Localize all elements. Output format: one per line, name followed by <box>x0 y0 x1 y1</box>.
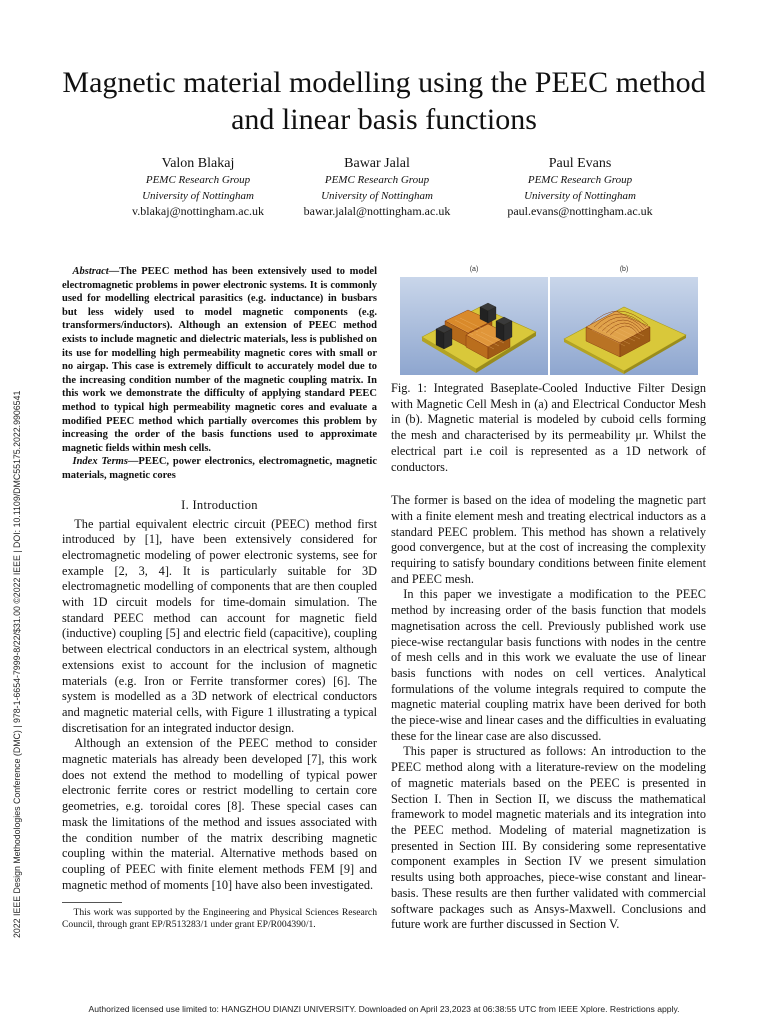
index-terms <box>62 455 377 482</box>
abstract-label: Abstract <box>72 266 109 277</box>
index-terms-label: Index Terms <box>72 456 128 468</box>
body-paragraph: In this paper we investigate a modification to the PEEC method by increasing order of the basis function that models magnetisation across the cell. Previously published work use piece-wise rectangular basis functions with nodes in the centre of mesh cells and in this work we evaluate the use of linear basis functions with nodes on cell vertices. Analytical formulations of the volume integrals required to compute the magnetic material coupling matrix have been derived for both the piece-wise and linear cases and the difficulties in evaluating these for the linear case are also discussed. <box>391 587 706 743</box>
figure-1 <box>391 265 706 375</box>
body-paragraph: This paper is structured as follows: An introduction to the PEEC method along with a literature-review on the modeling of magnetic materials based on the PEEC is presented in Section I. Then in Section II, we discuss the mathematical framework to model magnetic materials and its integration into the PEEC method. Modeling of material magnetization is presented in Section III. By considering some representative component examples in Section IV we present simulation results using both approaches, piece-wise constant and linear-basis. These results are then further validated with commercial software packages such as Ansys-Maxwell. Conclusions and future work are further discussed in Section V. <box>391 744 706 932</box>
author-email: paul.evans@nottingham.ac.uk <box>507 204 653 218</box>
author-university: University of Nottingham <box>321 190 433 202</box>
section-heading-introduction: I. Introduction <box>181 497 258 512</box>
author-email: v.blakaj@nottingham.ac.uk <box>132 204 264 218</box>
intro-paragraph: Although an extension of the PEEC method to consider magnetic materials has already been developed [7], this work does not extend the method to modelling of typical power electronic ferrite cores or restrict modelling to certain core geometries, e.g. toroidal cores [8]. These special cases can mask the limitations of the method and issues associated with the condition number of the matrix describing magnetic coupling within the material. Alternative methods based on coupling of PEEC with finite element methods FEM [9] and magnetic method of moments [10] have also been investigated. <box>62 736 377 892</box>
author-group: PEMC Research Group <box>324 174 430 186</box>
author-university: University of Nottingham <box>524 190 636 202</box>
abstract <box>62 265 377 455</box>
author-2 <box>267 155 487 219</box>
author-3 <box>470 155 690 219</box>
author-group: PEMC Research Group <box>145 174 251 186</box>
figure-1-caption: Fig. 1: Integrated Baseplate-Cooled Inductive Filter Design with Magnetic Cell Mesh in (a) and Electrical Conductor Mesh in (b). Magnetic material is modeled by cuboid cells forming the mesh and characterised by its permeability μr. Whilst the electrical part i.e coil is represented as a 1D network of conductors. <box>391 381 706 474</box>
author-university: University of Nottingham <box>142 190 254 202</box>
subfigure-a <box>400 265 548 375</box>
spacer <box>391 475 706 493</box>
subfigure-a-label: (a) <box>469 266 479 273</box>
subfigure-b-label: (b) <box>619 266 629 273</box>
right-column <box>391 265 706 933</box>
body-paragraph: The former is based on the idea of modeling the magnetic part with a finite element mesh and treating electrical inductors as a standard PEEC problem. This method has shown a relatively good convergence, but at the cost of increasing the complexity requiring to satisfy boundary conditions between finite element and PEEC mesh. <box>391 493 706 586</box>
footnote-rule <box>62 902 122 903</box>
subfigure-b <box>550 265 698 375</box>
license-footer: Authorized licensed use limited to: HANGZHOU DIANZI UNIVERSITY. Downloaded on April 23,2023 at 06:38:55 UTC from IEEE Xplore. Restrictions apply. <box>88 1004 680 1014</box>
footnote: This work was supported by the Engineering and Physical Sciences Research Council, through grant EP/R513283/1 under grant EP/R004390/1. <box>62 907 377 931</box>
magnetic-cell-mesh-image <box>400 277 548 375</box>
left-column <box>62 265 377 931</box>
electrical-conductor-mesh-image <box>550 277 698 375</box>
abstract-text: —The PEEC method has been extensively used to model electromagnetic problems in power electronic systems. It is commonly used for modelling electrical parasitics (e.g. inductance) in busbars but less widely used to model magnetic components (e.g. transformers/inductors). Although an extension of PEEC method exists to include magnetic and dielectric materials, less is published on its use for modelling high permeability magnetic cores with small or no airgap. This case is extremely difficult to accurately model due to the increasing condition number of the magnetic coupling matrix. In this work we demonstrate the difficulty of applying standard PEEC method to typical high permeability magnetic cores and evaluate a modified PEEC method which partially overcomes this problem by increasing the order of the basis functions used to approximate magnetic fields within mesh cells. <box>62 266 377 454</box>
author-name: Valon Blakaj <box>161 156 235 171</box>
author-block <box>0 155 768 225</box>
author-group: PEMC Research Group <box>527 174 633 186</box>
index-terms-text: —PEEC, power electronics, electromagnetic, magnetic materials, magnetic cores <box>62 456 377 481</box>
intro-paragraph: The partial equivalent electric circuit (PEEC) method first introduced by [1], have been extensively considered for electromagnetic modeling of power electronic systems, see for example [2, 3, 4]. It is particularly suitable for 3D electromagnetic modelling of components that are then coupled with 1D circuit models for time-domain simulation. The standard PEEC method can account for magnetic field (inductive) coupling [5] and electric field (capacitive), coupling between electrical conductors in an electrical system, although extensions exist to account for the inclusion of magnetic materials (e.g. Iron or Ferrite transformer cores) [6]. The system is modelled as a 3D network of electrical conductors and magnetic material cells, with Figure 1 illustrating a typical discretisation for an integrated inductor design. <box>62 516 377 735</box>
author-name: Paul Evans <box>548 156 612 171</box>
author-name: Bawar Jalal <box>344 156 410 171</box>
author-email: bawar.jalal@nottingham.ac.uk <box>303 204 451 218</box>
conference-sidebar: 2022 IEEE Design Methodologies Conference (DMC) | 978-1-6654-7999-8/22/$31.00 ©2022 IEEE | DOI: 10.1109/DMC55175.2022.9906541 <box>12 390 22 938</box>
paper-title: Magnetic material modelling using the PEEC method and linear basis functions <box>62 66 706 136</box>
